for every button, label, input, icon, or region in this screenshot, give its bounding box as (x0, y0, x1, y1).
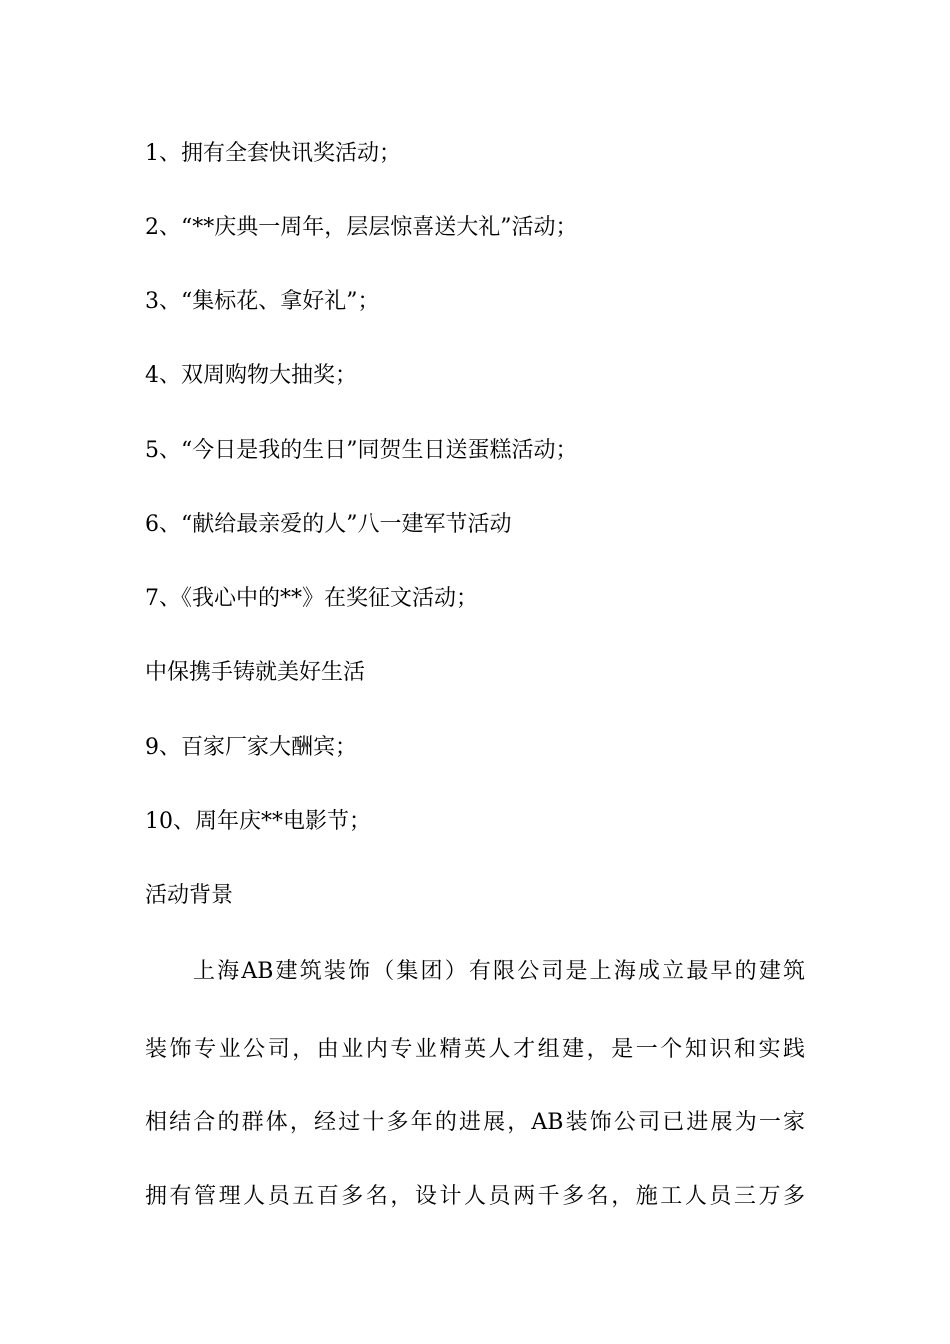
paragraph-line: 上海AB建筑装饰（集团）有限公司是上海成立最早的建筑 (193, 959, 805, 984)
list-item: 6、“献给最亲爱的人”八一建军节活动 (145, 512, 512, 537)
list-item: 5、“今日是我的生日”同贺生日送蛋糕活动； (145, 438, 578, 463)
list-item: 9、百家厂家大酬宾； (145, 735, 357, 760)
paragraph-line: 拥有管理人员五百多名，设计人员两千多名，施工人员三万多 (145, 1184, 805, 1209)
list-item: 4、双周购物大抽奖； (145, 363, 357, 388)
paragraph-line: 相结合的群体，经过十多年的进展，AB装饰公司已进展为一家 (145, 1110, 805, 1135)
list-item: 中保携手铸就美好生活 (145, 660, 366, 685)
section-heading: 活动背景 (145, 883, 234, 908)
list-item: 10、周年庆**电影节； (145, 809, 371, 834)
list-item: 1、拥有全套快讯奖活动； (145, 141, 401, 166)
list-item: 2、“**庆典一周年，层层惊喜送大礼”活动； (145, 215, 578, 240)
list-item: 3、“集标花、拿好礼”； (145, 289, 380, 314)
paragraph-line: 装饰专业公司，由业内专业精英人才组建，是一个知识和实践 (145, 1037, 805, 1062)
list-item: 7、《我心中的**》在奖征文活动； (145, 586, 478, 611)
